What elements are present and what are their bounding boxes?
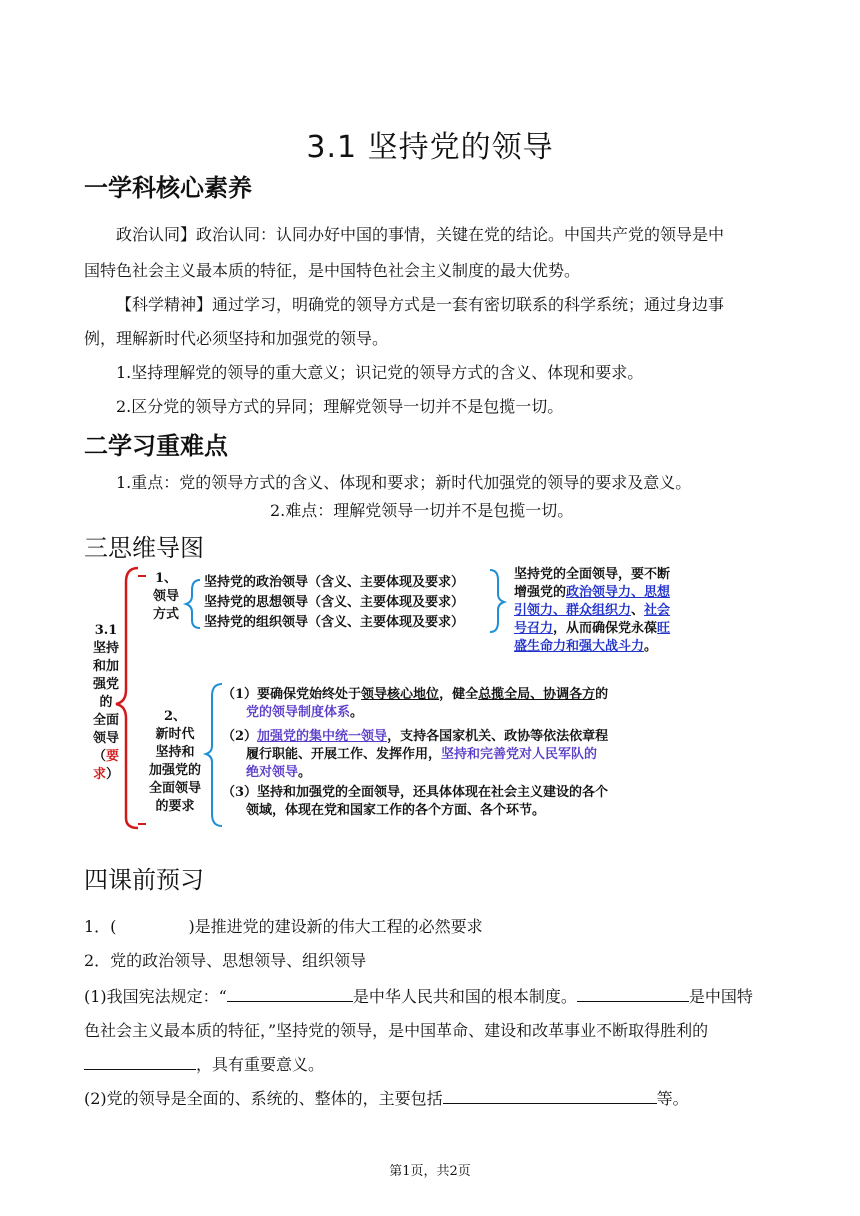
blank-field[interactable]	[84, 1053, 196, 1070]
side-note: 坚持党的全面领导，要不断 增强党的政治领导力、思想 引领力、群众组织力、社会 号召力，从而确保党永葆旺 盛生命力和强大战斗力。	[514, 567, 671, 654]
list-item: 1.坚持理解党的领导的重大意义；识记党的领导方式的含义、体现和要求。	[116, 363, 644, 382]
branch-1-label: 1、 领导 方式	[152, 571, 179, 622]
blank-field[interactable]	[443, 1087, 657, 1104]
paragraph-line: 国特色社会主义最本质的特征，是中国特色社会主义制度的最大优势。	[84, 261, 581, 280]
preview-question-2: 2．党的政治领导、思想领导、组织领导	[84, 951, 367, 970]
section-heading-mindmap: 三思维导图	[84, 534, 204, 562]
blank-field[interactable]	[227, 985, 353, 1002]
preview-question-3: (1)我国宪法规定：“ 是中华人民共和国的根本制度。 是中国特	[84, 987, 753, 1006]
preview-question-1: 1．( )是推进党的建设新的伟大工程的必然要求	[84, 917, 483, 936]
preview-question-4: (2)党的领导是全面的、系统的、整体的，主要包括 等。	[84, 1089, 689, 1108]
branch-1-item: 坚持党的组织领导（含义、主要体现及要求）	[204, 615, 465, 630]
page-footer: 第1页，共2页	[389, 1164, 471, 1179]
branch-1-item: 坚持党的政治领导（含义、主要体现及要求）	[204, 575, 465, 590]
list-item: 2.难点：理解党领导一切并不是包揽一切。	[270, 501, 574, 520]
section-heading-preview: 四课前预习	[84, 866, 204, 894]
paragraph-line: ，具有重要意义。	[84, 1052, 324, 1075]
paragraph-line: 【科学精神】通过学习，明确党的领导方式是一套有密切联系的科学系统；通过身边事	[116, 295, 725, 314]
list-item: 1.重点：党的领导方式的含义、体现和要求；新时代加强党的领导的要求及意义。	[116, 473, 692, 492]
list-item: 2.区分党的领导方式的异同；理解党领导一切并不是包揽一切。	[116, 397, 564, 416]
paragraph-line: 例，理解新时代必须坚持和加强党的领导。	[84, 329, 389, 348]
section-heading-key: 二学习重难点	[84, 432, 228, 460]
paragraph-line: 色社会主义最本质的特征，”坚持党的领导，是中国革命、建设和改革事业不断取得胜利的	[84, 1021, 709, 1040]
requirement-item-1: （1）要确保党始终处于领导核心地位，健全总揽全局、协调各方的 党的领导制度体系。	[222, 687, 609, 720]
branch-1-item: 坚持党的思想领导（含义、主要体现及要求）	[204, 595, 465, 610]
paragraph-line: 政治认同】政治认同：认同办好中国的事情，关键在党的结论。中国共产党的领导是中	[116, 225, 725, 244]
mind-map-root: 3.1 坚持 和加 强党 的 全面 领导 （要 求）	[92, 623, 120, 782]
requirement-item-3: （3）坚持和加强党的全面领导，还具体体现在社会主义建设的各个 领域，体现在党和国家工作的各个方面、各个环节。	[222, 785, 609, 818]
section-heading-core: 一学科核心素养	[84, 174, 252, 202]
page-title: 3.1 坚持党的领导	[306, 130, 554, 165]
branch-2-label: 2、 新时代 坚持和 加强党的 全面领导 的要求	[148, 709, 201, 814]
mind-map	[86, 562, 672, 830]
blank-field[interactable]	[577, 985, 689, 1002]
requirement-item-2: （2）加强党的集中统一领导，支持各国家机关、政协等依法依章程 履行职能、开展工作、发挥作用，坚持和完善党对人民军队的 绝对领导。	[222, 729, 609, 780]
